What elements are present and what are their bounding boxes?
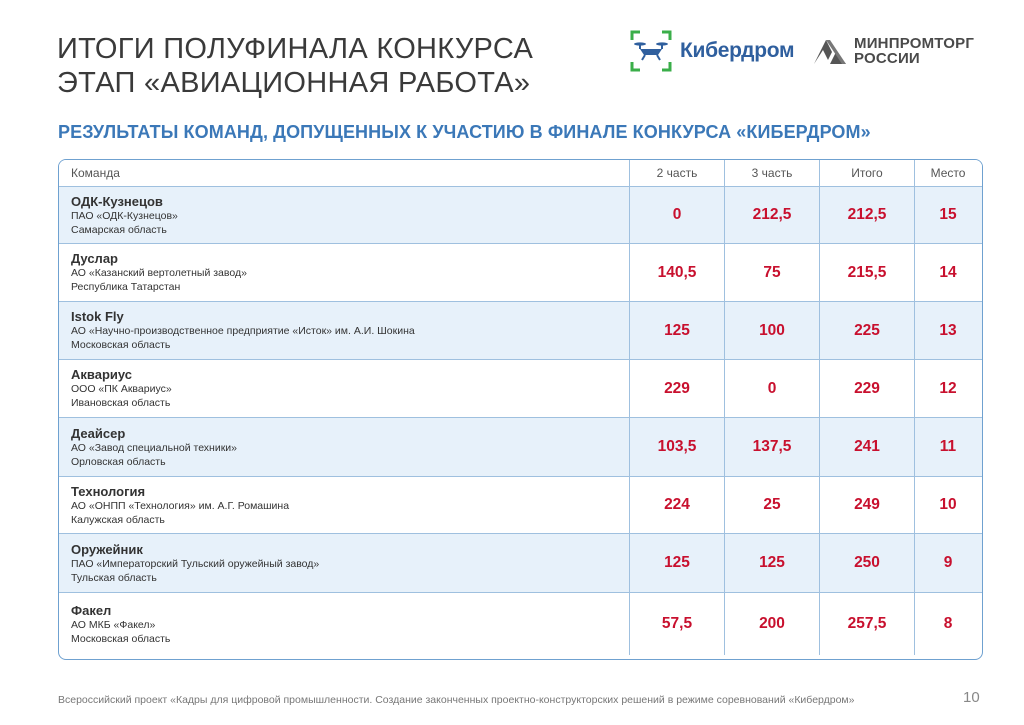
place-value: 14 bbox=[914, 244, 981, 301]
part2-value: 140,5 bbox=[629, 244, 724, 301]
results-table bbox=[58, 159, 983, 660]
header-part3: 3 часть bbox=[724, 160, 819, 186]
team-name: Оружейник bbox=[71, 541, 143, 557]
team-region: Калужская область bbox=[71, 513, 165, 526]
team-region: Ивановская область bbox=[71, 397, 171, 409]
kiberdrom-logo-text: Кибердром bbox=[680, 39, 795, 62]
minpromtorg-logo-icon bbox=[812, 36, 848, 66]
part3-value: 100 bbox=[724, 302, 819, 359]
page-title bbox=[57, 32, 533, 100]
team-cell bbox=[59, 244, 629, 301]
team-name: ОДК-Кузнецов bbox=[71, 193, 163, 209]
place-value: 15 bbox=[914, 187, 981, 243]
part2-value: 224 bbox=[629, 477, 724, 533]
part2-value: 0 bbox=[629, 187, 724, 243]
place-value: 10 bbox=[914, 477, 981, 533]
team-cell bbox=[59, 187, 629, 243]
team-region: Самарская область bbox=[71, 223, 167, 236]
total-value: 215,5 bbox=[819, 244, 914, 301]
table-row bbox=[59, 418, 982, 477]
total-value: 212,5 bbox=[819, 187, 914, 243]
team-cell bbox=[59, 302, 629, 359]
total-value: 250 bbox=[819, 534, 914, 592]
minpromtorg-line-1: МИНПРОМТОРГ bbox=[854, 35, 975, 52]
title-line-2: ЭТАП «АВИАЦИОННАЯ РАБОТА» bbox=[57, 67, 531, 99]
part2-value: 125 bbox=[629, 302, 724, 359]
part2-value: 125 bbox=[629, 534, 724, 592]
part2-value: 103,5 bbox=[629, 418, 724, 476]
table-row bbox=[59, 360, 982, 418]
team-name: Аквариус bbox=[71, 367, 133, 382]
team-org: ООО «ПК Аквариус» bbox=[71, 383, 172, 395]
part3-value: 137,5 bbox=[724, 418, 819, 476]
team-name: Istok Fly bbox=[71, 309, 124, 324]
place-value: 8 bbox=[914, 593, 981, 655]
part3-value: 212,5 bbox=[724, 187, 819, 243]
section-subtitle: РЕЗУЛЬТАТЫ КОМАНД, ДОПУЩЕННЫХ К УЧАСТИЮ В ФИНАЛЕ КОНКУРСА «КИБЕРДРОМ» bbox=[58, 122, 871, 142]
team-org: АО МКБ «Факел» bbox=[71, 618, 156, 631]
table-row bbox=[59, 244, 982, 302]
team-region: Тульская область bbox=[71, 571, 157, 584]
minpromtorg-logo bbox=[812, 36, 974, 66]
table-row bbox=[59, 593, 982, 655]
part3-value: 200 bbox=[724, 593, 819, 655]
table-row bbox=[59, 187, 982, 244]
total-value: 257,5 bbox=[819, 593, 914, 655]
team-org: АО «Научно-производственное предприятие «Исток» им. А.И. Шокина bbox=[71, 325, 415, 337]
header-total: Итого bbox=[819, 160, 914, 186]
table-row bbox=[59, 534, 982, 593]
total-value: 229 bbox=[819, 360, 914, 417]
total-value: 241 bbox=[819, 418, 914, 476]
team-region: Московская область bbox=[71, 632, 171, 645]
part3-value: 25 bbox=[724, 477, 819, 533]
header-team: Команда bbox=[71, 166, 120, 180]
team-region: Республика Татарстан bbox=[71, 281, 181, 293]
team-name: Технология bbox=[71, 483, 146, 499]
team-cell bbox=[59, 534, 629, 592]
team-region: Орловская область bbox=[71, 455, 166, 468]
team-cell bbox=[59, 477, 629, 533]
part2-value: 57,5 bbox=[629, 593, 724, 655]
page-number: 10 bbox=[963, 689, 980, 706]
minpromtorg-line-2: РОССИИ bbox=[854, 50, 920, 67]
team-region: Московская область bbox=[71, 339, 171, 351]
team-name: Факел bbox=[71, 602, 112, 618]
team-cell bbox=[59, 418, 629, 476]
table-header bbox=[59, 160, 982, 187]
header-part2: 2 часть bbox=[629, 160, 724, 186]
header-place: Место bbox=[914, 160, 981, 186]
team-name: Деайсер bbox=[71, 425, 126, 441]
kiberdrom-logo bbox=[630, 30, 794, 72]
team-org: АО «ОНПП «Технология» им. А.Г. Ромашина bbox=[71, 499, 290, 512]
team-org: АО «Завод специальной техники» bbox=[71, 441, 238, 454]
footer-text: Всероссийский проект «Кадры для цифровой промышленности. Создание законченных проектно-конструкторских решений в режиме соревнований «Кибердром» bbox=[58, 694, 855, 706]
team-cell bbox=[59, 593, 629, 655]
table-row bbox=[59, 302, 982, 360]
place-value: 9 bbox=[914, 534, 981, 592]
team-org: ПАО «Императорский Тульский оружейный завод» bbox=[71, 557, 320, 570]
part3-value: 75 bbox=[724, 244, 819, 301]
total-value: 249 bbox=[819, 477, 914, 533]
minpromtorg-logo-text bbox=[854, 36, 974, 66]
place-value: 11 bbox=[914, 418, 981, 476]
place-value: 12 bbox=[914, 360, 981, 417]
total-value: 225 bbox=[819, 302, 914, 359]
team-org: АО «Казанский вертолетный завод» bbox=[71, 267, 247, 279]
team-name: Дуслар bbox=[71, 251, 118, 266]
place-value: 13 bbox=[914, 302, 981, 359]
table-row bbox=[59, 477, 982, 534]
team-cell bbox=[59, 360, 629, 417]
part2-value: 229 bbox=[629, 360, 724, 417]
team-org: ПАО «ОДК-Кузнецов» bbox=[71, 209, 178, 222]
title-line-1: ИТОГИ ПОЛУФИНАЛА КОНКУРСА bbox=[57, 33, 534, 65]
drone-logo-icon bbox=[630, 30, 672, 72]
part3-value: 125 bbox=[724, 534, 819, 592]
part3-value: 0 bbox=[724, 360, 819, 417]
